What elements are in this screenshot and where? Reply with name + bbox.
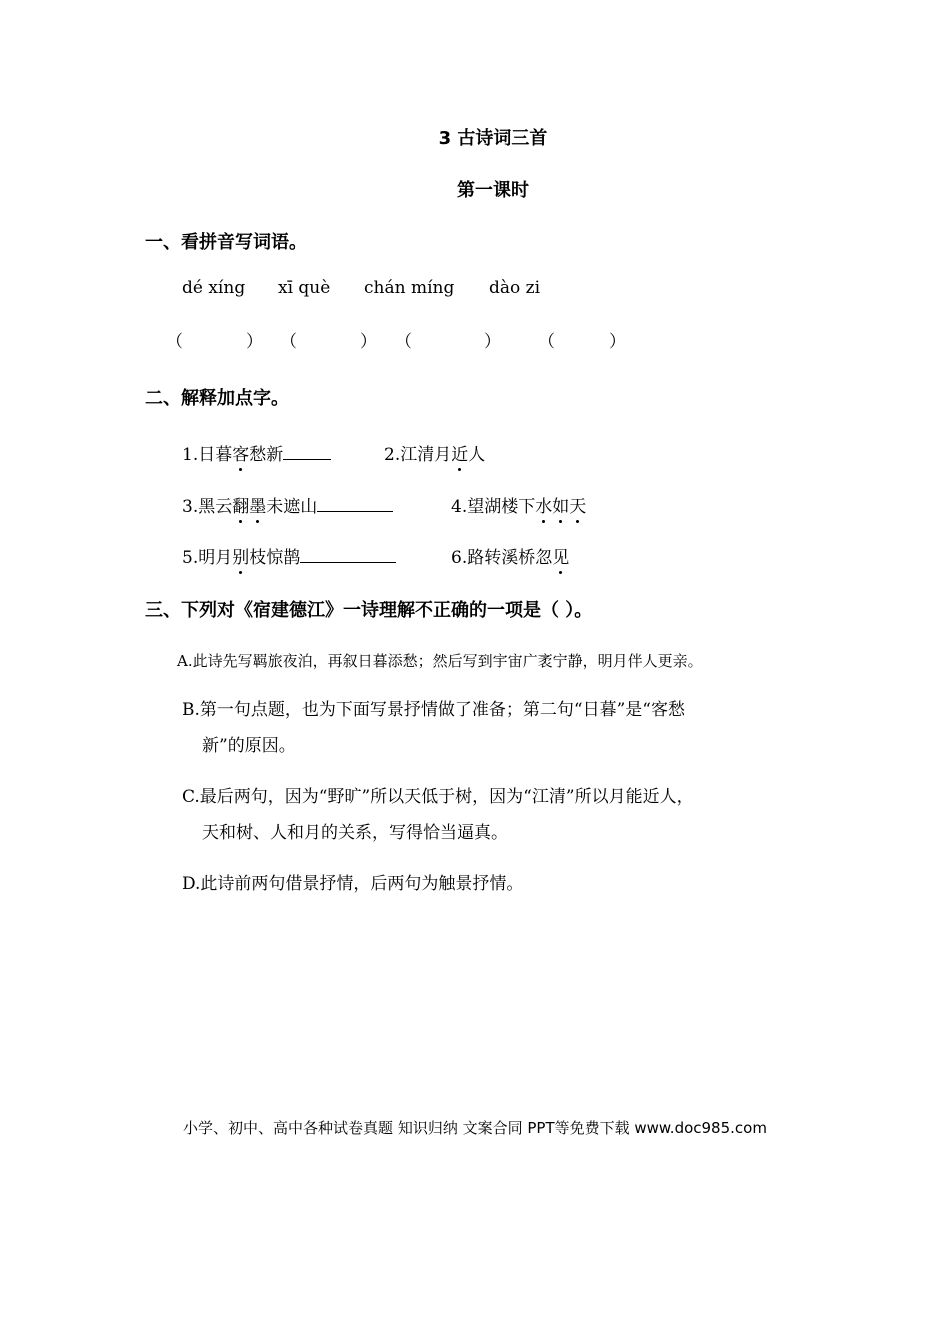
- item-number: 3.: [182, 497, 199, 517]
- answer-blank[interactable]: [317, 495, 393, 512]
- footer-text: 小学、初中、高中各种试卷真题 知识归纳 文案合同 PPT等免费下载 www.doc985.com: [183, 1119, 767, 1137]
- answer-paren-open-2: （: [280, 332, 297, 352]
- section1-heading: 一、看拼音写词语。: [145, 232, 307, 253]
- item-number: 1.: [182, 445, 199, 465]
- option-c-line1: C.最后两句，因为“野旷”所以天低于树，因为“江清”所以月能近人，: [182, 787, 694, 807]
- option-c-line2: 天和树、人和月的关系，写得恰当逼真。: [202, 823, 508, 843]
- dotted-char: 翻: [232, 492, 249, 517]
- answer-paren-close-2: ）: [360, 332, 377, 352]
- item-number: 6.: [451, 548, 468, 568]
- answer-paren-open-3: （: [395, 332, 412, 352]
- section2-heading: 二、解释加点字。: [145, 388, 289, 409]
- explain-item-2: [384, 440, 485, 465]
- item-text: 未遮山: [266, 497, 318, 517]
- pinyin-1: dé xíng: [182, 278, 246, 298]
- explain-item-3: [182, 492, 393, 517]
- dotted-char: 见: [552, 543, 569, 568]
- pinyin-2: xī què: [278, 278, 331, 298]
- item-text: 望湖楼下: [467, 497, 536, 517]
- answer-paren-close-3: ）: [484, 332, 501, 352]
- option-d: D.此诗前两句借景抒情，后两句为触景抒情。: [182, 874, 524, 894]
- answer-paren-close-4: ）: [609, 332, 626, 352]
- dotted-char: 别: [232, 543, 249, 568]
- item-text: 黑云: [198, 497, 233, 517]
- dotted-char: 墨: [249, 492, 266, 517]
- dotted-char: 客: [232, 440, 249, 465]
- dotted-char: 近: [451, 440, 468, 465]
- item-number: 4.: [451, 497, 468, 517]
- item-text: 明月: [198, 548, 233, 568]
- explain-item-5: [182, 543, 396, 568]
- item-text: 愁新: [249, 445, 284, 465]
- explain-item-6: [451, 543, 569, 568]
- lesson-subtitle: 第一课时: [457, 180, 529, 201]
- option-c: [182, 779, 694, 851]
- item-number: 2.: [384, 445, 401, 465]
- pinyin-3: chán míng: [364, 278, 455, 298]
- item-text: 路转溪桥忽: [467, 548, 553, 568]
- option-b-line1: B.第一句点题，也为下面写景抒情做了准备；第二句“日暮”是“客愁: [182, 700, 685, 720]
- option-b: [182, 692, 685, 764]
- item-text: 江清月: [400, 445, 452, 465]
- dotted-char: 天: [569, 492, 586, 517]
- item-text: 人: [468, 445, 486, 465]
- explain-item-1: [182, 440, 331, 465]
- answer-paren-close-1: ）: [246, 332, 263, 352]
- option-b-line2: 新”的原因。: [202, 736, 296, 756]
- answer-paren-open-4: （: [538, 332, 555, 352]
- explain-item-4: [451, 492, 586, 517]
- dotted-char: 如: [552, 492, 569, 517]
- option-a: A.此诗先写羁旅夜泊，再叙日暮添愁；然后写到宇宙广袤宁静，明月伴人更亲。: [177, 652, 703, 670]
- item-text: 日暮: [198, 445, 233, 465]
- answer-blank[interactable]: [283, 443, 331, 460]
- page-title: 3 古诗词三首: [438, 128, 548, 149]
- section3-heading: 三、下列对《宿建德江》一诗理解不正确的一项是（ ）。: [145, 600, 593, 621]
- answer-paren-open-1: （: [166, 332, 183, 352]
- pinyin-4: dào zi: [489, 278, 541, 298]
- item-text: 枝惊鹊: [249, 548, 301, 568]
- item-number: 5.: [182, 548, 199, 568]
- answer-blank[interactable]: [300, 546, 396, 563]
- dotted-char: 水: [535, 492, 552, 517]
